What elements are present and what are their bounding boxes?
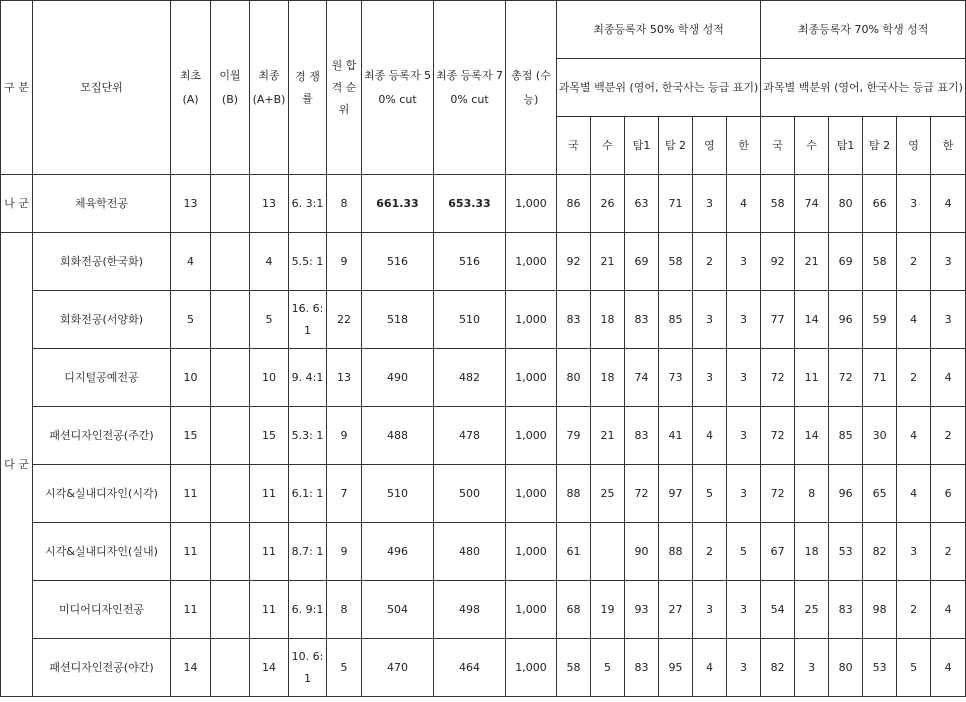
unit-cell: 미디어디자인전공	[33, 581, 171, 639]
unit-cell: 시각&실내디자인(시각)	[33, 465, 171, 523]
score-cell-s50: 4	[727, 175, 761, 233]
unit-cell: 디지털공예전공	[33, 349, 171, 407]
cut70-cell: 516	[434, 233, 506, 291]
total-cell: 1,000	[506, 581, 557, 639]
score-cell-s70: 72	[761, 407, 795, 465]
score-cell-s70: 25	[795, 581, 829, 639]
score-cell-s50: 97	[659, 465, 693, 523]
header-group70: 최종등록자 70% 학생 성적	[761, 1, 966, 59]
cut50-cell: 518	[362, 291, 434, 349]
rank-cell: 8	[327, 175, 362, 233]
score-cell-s70: 2	[931, 523, 966, 581]
unit-cell: 시각&실내디자인(실내)	[33, 523, 171, 581]
subject-tam1-70: 탐1	[829, 117, 863, 175]
score-cell-s70: 72	[761, 349, 795, 407]
cut50-cell: 490	[362, 349, 434, 407]
cut70-cell: 480	[434, 523, 506, 581]
cut70-cell: 478	[434, 407, 506, 465]
score-cell-s70: 4	[897, 291, 931, 349]
score-cell-s70: 69	[829, 233, 863, 291]
score-cell-s70: 58	[863, 233, 897, 291]
score-cell-s50: 21	[591, 407, 625, 465]
header-gubun: 구 분	[1, 1, 33, 175]
score-cell-s50: 80	[557, 349, 591, 407]
score-cell-s70: 92	[761, 233, 795, 291]
unit-cell: 회화전공(한국화)	[33, 233, 171, 291]
score-cell-s50: 73	[659, 349, 693, 407]
score-cell-s50: 5	[591, 639, 625, 697]
choecho-cell: 5	[171, 291, 211, 349]
choejong-cell: 11	[250, 581, 289, 639]
score-cell-s50: 3	[727, 349, 761, 407]
iwol-cell	[211, 349, 250, 407]
subject-tam1-50: 탐1	[625, 117, 659, 175]
header-cut70: 최종 등록자 70% cut	[434, 1, 506, 175]
choejong-cell: 14	[250, 639, 289, 697]
score-cell-s70: 72	[829, 349, 863, 407]
cut50-cell: 470	[362, 639, 434, 697]
header-unit: 모집단위	[33, 1, 171, 175]
score-cell-s50: 3	[693, 175, 727, 233]
rate-cell: 6. 9:1	[289, 581, 327, 639]
subject-math-50: 수	[591, 117, 625, 175]
cut50-cell: 496	[362, 523, 434, 581]
score-cell-s50: 83	[557, 291, 591, 349]
score-cell-s50: 3	[727, 639, 761, 697]
unit-cell: 패션디자인전공(야간)	[33, 639, 171, 697]
choecho-cell: 10	[171, 349, 211, 407]
score-cell-s70: 71	[863, 349, 897, 407]
iwol-cell	[211, 465, 250, 523]
choejong-cell: 11	[250, 523, 289, 581]
header-sub50: 과목별 백분위 (영어, 한국사는 등급 표기)	[557, 59, 761, 117]
iwol-cell	[211, 523, 250, 581]
header-iwol: 이월 (B)	[211, 1, 250, 175]
group-label: 나 군	[1, 175, 33, 233]
rank-cell: 5	[327, 639, 362, 697]
score-cell-s50: 69	[625, 233, 659, 291]
rank-cell: 9	[327, 523, 362, 581]
subject-tam2-50: 탐 2	[659, 117, 693, 175]
score-cell-s70: 85	[829, 407, 863, 465]
rate-cell: 8.7: 1	[289, 523, 327, 581]
cut70-cell: 464	[434, 639, 506, 697]
rank-cell: 22	[327, 291, 362, 349]
cut50-cell: 516	[362, 233, 434, 291]
choejong-cell: 4	[250, 233, 289, 291]
iwol-cell	[211, 291, 250, 349]
score-cell-s70: 66	[863, 175, 897, 233]
score-cell-s50: 3	[727, 465, 761, 523]
score-cell-s50: 4	[693, 407, 727, 465]
score-cell-s70: 59	[863, 291, 897, 349]
score-cell-s50: 26	[591, 175, 625, 233]
score-cell-s70: 18	[795, 523, 829, 581]
rank-cell: 8	[327, 581, 362, 639]
table-row	[1, 407, 966, 465]
score-cell-s50: 2	[693, 233, 727, 291]
score-cell-s50: 92	[557, 233, 591, 291]
total-cell: 1,000	[506, 291, 557, 349]
cut70-cell: 653.33	[434, 175, 506, 233]
score-cell-s50: 88	[557, 465, 591, 523]
score-cell-s70: 6	[931, 465, 966, 523]
table-body	[1, 175, 966, 697]
score-cell-s70: 8	[795, 465, 829, 523]
header-total: 총점 (수능)	[506, 1, 557, 175]
unit-cell: 회화전공(서양화)	[33, 291, 171, 349]
score-cell-s50: 88	[659, 523, 693, 581]
score-cell-s50: 86	[557, 175, 591, 233]
score-cell-s50: 58	[659, 233, 693, 291]
choejong-cell: 15	[250, 407, 289, 465]
score-cell-s50: 4	[693, 639, 727, 697]
rank-cell: 9	[327, 407, 362, 465]
score-cell-s70: 67	[761, 523, 795, 581]
total-cell: 1,000	[506, 639, 557, 697]
header-sub70: 과목별 백분위 (영어, 한국사는 등급 표기)	[761, 59, 966, 117]
score-cell-s70: 11	[795, 349, 829, 407]
score-cell-s50: 90	[625, 523, 659, 581]
subject-eng-50: 영	[693, 117, 727, 175]
score-cell-s50: 3	[727, 291, 761, 349]
choejong-cell: 13	[250, 175, 289, 233]
score-cell-s50: 3	[727, 407, 761, 465]
subject-eng-70: 영	[897, 117, 931, 175]
table-row	[1, 349, 966, 407]
score-cell-s70: 77	[761, 291, 795, 349]
score-cell-s50: 27	[659, 581, 693, 639]
score-cell-s50: 3	[693, 291, 727, 349]
score-cell-s70: 58	[761, 175, 795, 233]
choecho-cell: 11	[171, 465, 211, 523]
iwol-cell	[211, 175, 250, 233]
score-cell-s50: 74	[625, 349, 659, 407]
table-row	[1, 233, 966, 291]
score-cell-s70: 82	[863, 523, 897, 581]
score-cell-s70: 3	[931, 291, 966, 349]
score-cell-s50: 3	[693, 581, 727, 639]
subject-math-70: 수	[795, 117, 829, 175]
score-cell-s50: 5	[727, 523, 761, 581]
score-cell-s50: 19	[591, 581, 625, 639]
score-cell-s70: 3	[897, 175, 931, 233]
score-cell-s50: 83	[625, 407, 659, 465]
table-row	[1, 581, 966, 639]
score-cell-s70: 98	[863, 581, 897, 639]
score-cell-s70: 2	[897, 349, 931, 407]
rate-cell: 6.1: 1	[289, 465, 327, 523]
header-choecho: 최초 (A)	[171, 1, 211, 175]
score-cell-s50: 58	[557, 639, 591, 697]
table-row	[1, 523, 966, 581]
header-rank: 원 합 격 순 위	[327, 1, 362, 175]
cut70-cell: 482	[434, 349, 506, 407]
score-cell-s50: 61	[557, 523, 591, 581]
score-cell-s70: 2	[931, 407, 966, 465]
cut50-cell: 504	[362, 581, 434, 639]
total-cell: 1,000	[506, 523, 557, 581]
score-cell-s50: 2	[693, 523, 727, 581]
table-row	[1, 639, 966, 697]
score-cell-s70: 80	[829, 175, 863, 233]
rank-cell: 7	[327, 465, 362, 523]
score-cell-s70: 3	[897, 523, 931, 581]
choejong-cell: 5	[250, 291, 289, 349]
cut50-cell: 488	[362, 407, 434, 465]
score-cell-s70: 30	[863, 407, 897, 465]
group-label: 다 군	[1, 233, 33, 697]
score-cell-s50: 63	[625, 175, 659, 233]
choecho-cell: 14	[171, 639, 211, 697]
score-cell-s50: 79	[557, 407, 591, 465]
score-cell-s50: 95	[659, 639, 693, 697]
choejong-cell: 11	[250, 465, 289, 523]
table-row	[1, 291, 966, 349]
score-cell-s70: 2	[897, 581, 931, 639]
score-cell-s70: 3	[795, 639, 829, 697]
score-cell-s70: 65	[863, 465, 897, 523]
rate-cell: 5.5: 1	[289, 233, 327, 291]
score-cell-s50: 71	[659, 175, 693, 233]
rate-cell: 16. 6:1	[289, 291, 327, 349]
subject-hist-70: 한	[931, 117, 966, 175]
choejong-cell: 10	[250, 349, 289, 407]
score-cell-s50: 25	[591, 465, 625, 523]
score-cell-s70: 4	[897, 465, 931, 523]
unit-cell: 패션디자인전공(주간)	[33, 407, 171, 465]
score-cell-s50: 18	[591, 291, 625, 349]
score-cell-s70: 4	[931, 581, 966, 639]
subject-kor-50: 국	[557, 117, 591, 175]
score-cell-s50: 85	[659, 291, 693, 349]
score-cell-s50: 3	[727, 581, 761, 639]
rate-cell: 10. 6:1	[289, 639, 327, 697]
score-cell-s70: 83	[829, 581, 863, 639]
score-cell-s70: 4	[931, 349, 966, 407]
subject-kor-70: 국	[761, 117, 795, 175]
score-cell-s70: 53	[863, 639, 897, 697]
score-cell-s70: 72	[761, 465, 795, 523]
choecho-cell: 4	[171, 233, 211, 291]
iwol-cell	[211, 233, 250, 291]
score-cell-s70: 4	[931, 639, 966, 697]
score-cell-s70: 14	[795, 291, 829, 349]
iwol-cell	[211, 581, 250, 639]
iwol-cell	[211, 639, 250, 697]
total-cell: 1,000	[506, 349, 557, 407]
total-cell: 1,000	[506, 175, 557, 233]
score-cell-s70: 21	[795, 233, 829, 291]
cut70-cell: 498	[434, 581, 506, 639]
total-cell: 1,000	[506, 233, 557, 291]
total-cell: 1,000	[506, 465, 557, 523]
score-cell-s70: 53	[829, 523, 863, 581]
score-cell-s70: 96	[829, 291, 863, 349]
rank-cell: 9	[327, 233, 362, 291]
score-cell-s50: 72	[625, 465, 659, 523]
score-cell-s70: 5	[897, 639, 931, 697]
score-cell-s50: 3	[727, 233, 761, 291]
score-cell-s70: 96	[829, 465, 863, 523]
cut50-cell: 661.33	[362, 175, 434, 233]
score-cell-s70: 74	[795, 175, 829, 233]
score-cell-s70: 2	[897, 233, 931, 291]
rate-cell: 6. 3:1	[289, 175, 327, 233]
score-cell-s50: 18	[591, 349, 625, 407]
score-cell-s70: 4	[897, 407, 931, 465]
table-row	[1, 175, 966, 233]
score-cell-s50: 41	[659, 407, 693, 465]
score-cell-s50: 68	[557, 581, 591, 639]
header-rate: 경 쟁 률	[289, 1, 327, 175]
choecho-cell: 11	[171, 581, 211, 639]
score-cell-s70: 80	[829, 639, 863, 697]
subject-tam2-70: 탐 2	[863, 117, 897, 175]
iwol-cell	[211, 407, 250, 465]
cut50-cell: 510	[362, 465, 434, 523]
subject-hist-50: 한	[727, 117, 761, 175]
score-cell-s50: 21	[591, 233, 625, 291]
table-row	[1, 465, 966, 523]
score-cell-s50: 3	[693, 349, 727, 407]
choecho-cell: 13	[171, 175, 211, 233]
unit-cell: 체육학전공	[33, 175, 171, 233]
rank-cell: 13	[327, 349, 362, 407]
score-cell-s50: 83	[625, 639, 659, 697]
score-cell-s70: 3	[931, 233, 966, 291]
score-cell-s70: 82	[761, 639, 795, 697]
score-cell-s70: 14	[795, 407, 829, 465]
score-cell-s50: 5	[693, 465, 727, 523]
header-cut50: 최종 등록자 50% cut	[362, 1, 434, 175]
score-cell-s50	[591, 523, 625, 581]
score-cell-s50: 83	[625, 291, 659, 349]
score-cell-s70: 4	[931, 175, 966, 233]
header-choejong: 최종 (A+B)	[250, 1, 289, 175]
rate-cell: 5.3: 1	[289, 407, 327, 465]
header-group50: 최종등록자 50% 학생 성적	[557, 1, 761, 59]
choecho-cell: 15	[171, 407, 211, 465]
score-cell-s50: 93	[625, 581, 659, 639]
cut70-cell: 500	[434, 465, 506, 523]
cut70-cell: 510	[434, 291, 506, 349]
rate-cell: 9. 4:1	[289, 349, 327, 407]
total-cell: 1,000	[506, 407, 557, 465]
score-cell-s70: 54	[761, 581, 795, 639]
choecho-cell: 11	[171, 523, 211, 581]
